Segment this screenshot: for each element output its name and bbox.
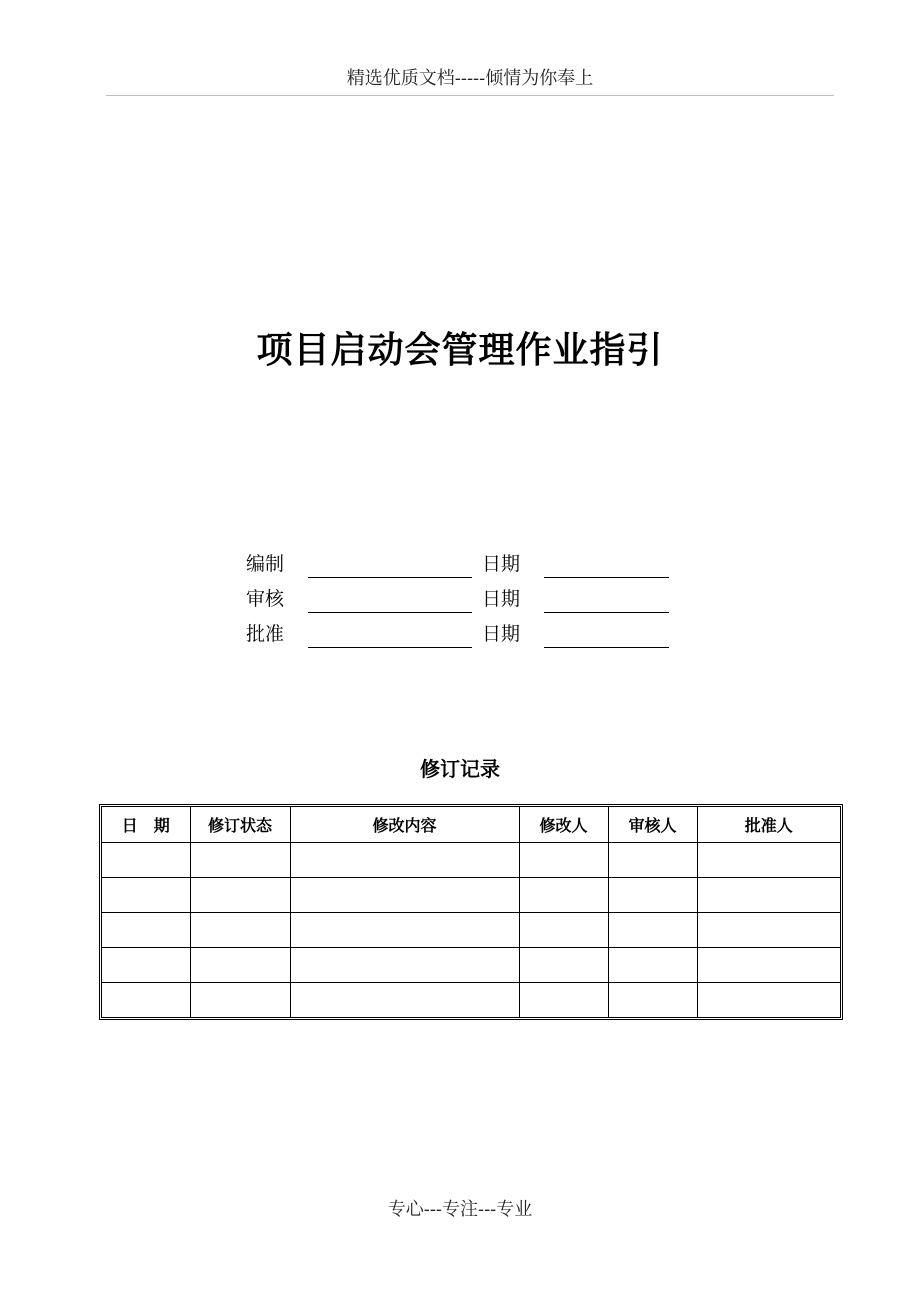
table-cell[interactable] [102,947,190,982]
signoff-block [246,548,676,653]
revision-table-body [102,842,840,1017]
page-header [106,66,834,96]
table-cell[interactable] [190,912,290,947]
table-cell[interactable] [519,947,608,982]
document-title: 项目启动会管理作业指引 [256,330,664,371]
revision-record-title: 修订记录 [420,757,500,781]
table-cell[interactable] [697,947,840,982]
prepared-by-label: 编制 [246,553,285,575]
table-cell[interactable] [608,912,697,947]
revision-header-row [102,807,840,842]
signoff-row-prepared [246,548,676,583]
table-row [102,947,840,982]
table-row [102,842,840,877]
table-cell[interactable] [190,947,290,982]
table-row [102,877,840,912]
table-cell[interactable] [290,982,519,1017]
table-cell[interactable] [519,912,608,947]
approved-by-label: 批准 [246,623,285,645]
table-cell[interactable] [102,842,190,877]
table-cell[interactable] [697,912,840,947]
prepared-by-blank [308,577,472,578]
table-cell[interactable] [190,982,290,1017]
table-cell[interactable] [190,877,290,912]
approved-date-label: 日期 [482,623,521,645]
column-header-approved-by: 批准人 [697,807,840,842]
prepared-date-blank [544,577,669,578]
column-header-revision-status: 修订状态 [190,807,290,842]
reviewed-by-label: 审核 [246,588,285,610]
column-header-change-content: 修改内容 [290,807,519,842]
column-header-modified-by: 修改人 [519,807,608,842]
table-cell[interactable] [190,842,290,877]
table-cell[interactable] [102,982,190,1017]
table-cell[interactable] [608,877,697,912]
table-cell[interactable] [608,982,697,1017]
table-row [102,982,840,1017]
approved-by-blank [308,647,472,648]
table-cell[interactable] [608,842,697,877]
column-header-date: 日 期 [102,807,190,842]
page-footer-text: 专心---专注---专业 [387,1199,533,1220]
table-row [102,912,840,947]
table-cell[interactable] [290,912,519,947]
signoff-row-approved [246,618,676,653]
table-cell[interactable] [697,842,840,877]
table-cell[interactable] [697,982,840,1017]
table-cell[interactable] [519,877,608,912]
revision-table-frame [99,804,843,1020]
table-cell[interactable] [519,982,608,1017]
column-header-reviewed-by: 审核人 [608,807,697,842]
table-cell[interactable] [102,912,190,947]
page-footer [0,1196,920,1224]
table-cell[interactable] [102,877,190,912]
signoff-row-reviewed [246,583,676,618]
approved-date-blank [544,647,669,648]
reviewed-date-label: 日期 [482,588,521,610]
table-cell[interactable] [519,842,608,877]
prepared-date-label: 日期 [482,553,521,575]
reviewed-date-blank [544,612,669,613]
reviewed-by-blank [308,612,472,613]
table-cell[interactable] [290,842,519,877]
table-cell[interactable] [290,877,519,912]
revision-table [102,807,840,1017]
page-header-text: 精选优质文档-----倾情为你奉上 [346,68,594,89]
table-cell[interactable] [608,947,697,982]
table-cell[interactable] [697,877,840,912]
table-cell[interactable] [290,947,519,982]
